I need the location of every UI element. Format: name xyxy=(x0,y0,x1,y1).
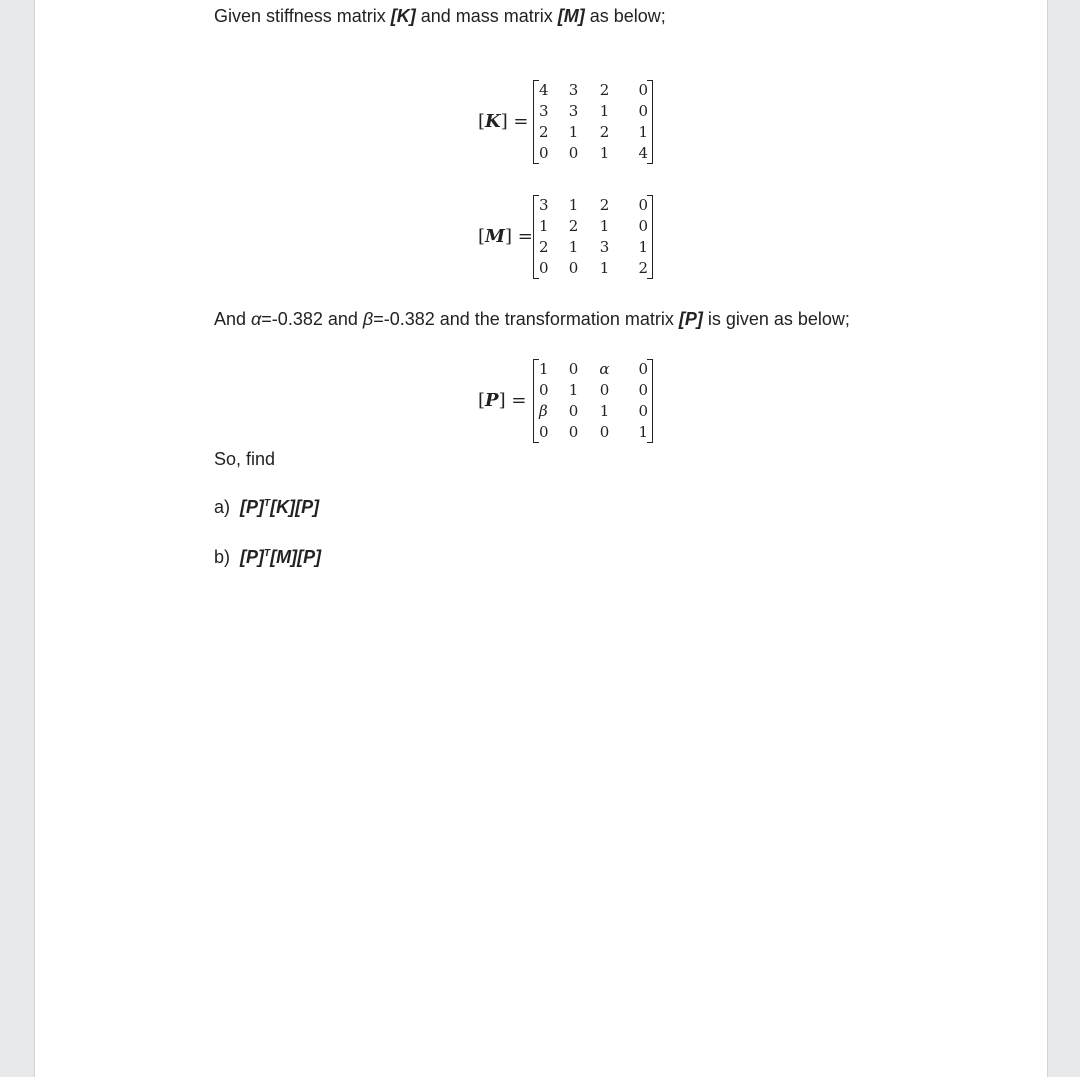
matrix-cell: 0 xyxy=(539,259,549,277)
part-b-expression: $[P]^T[M][P]$ xyxy=(240,547,322,567)
params-line: And α=-0.382 and β=-0.382 and the transformation matrix [P] is given as below; xyxy=(214,309,850,329)
matrix-cell: 2 xyxy=(539,123,549,141)
matrix-cell: 0 xyxy=(638,102,648,120)
part-a-label: a) xyxy=(214,497,231,517)
matrix-cell: 0 xyxy=(568,423,579,441)
matrix-cell: 1 xyxy=(568,196,579,214)
matrix-cell: 0 xyxy=(568,259,579,277)
matrix-cell: 3 xyxy=(568,81,579,99)
matrix-cell: 3 xyxy=(599,238,610,256)
matrix-cell: 3 xyxy=(539,102,549,120)
matrix-cell: 0 xyxy=(638,360,648,378)
matrix-cell: 2 xyxy=(539,238,549,256)
matrix-cell: 0 xyxy=(568,360,579,378)
matrix-m xyxy=(533,195,653,279)
matrix-k xyxy=(533,80,653,164)
m-symbol: [M] xyxy=(557,6,585,26)
matrix-cell: 1 xyxy=(568,381,579,399)
matrix-cell: 0 xyxy=(568,144,579,162)
matrix-cell: 1 xyxy=(599,102,610,120)
matrix-cell: 1 xyxy=(568,238,579,256)
beta-symbol: β xyxy=(362,309,374,329)
matrix-cell: 1 xyxy=(599,144,610,162)
matrix-cell: 2 xyxy=(568,217,579,235)
matrix-cell: 1 xyxy=(539,360,549,378)
matrix-cell: 0 xyxy=(568,402,579,420)
find-text: So, find xyxy=(214,449,276,469)
part-a xyxy=(214,496,319,518)
matrix-cell: 2 xyxy=(599,81,610,99)
document-page xyxy=(34,0,1048,1077)
intro-line xyxy=(214,5,666,27)
matrix-cell: 1 xyxy=(599,259,610,277)
matrix-cell: 1 xyxy=(638,423,648,441)
matrix-cell: 1 xyxy=(599,217,610,235)
k-symbol: [K] xyxy=(390,6,416,26)
matrix-p xyxy=(533,359,653,443)
matrix-cell: 4 xyxy=(539,81,549,99)
matrix-cell: 0 xyxy=(638,381,648,399)
matrix-cell: 1 xyxy=(539,217,549,235)
matrix-cell: 0 xyxy=(638,196,648,214)
matrix-cell: 2 xyxy=(599,123,610,141)
part-a-expression: $[P]^T[K][P]$ xyxy=(240,497,320,517)
matrix-cell: 0 xyxy=(539,381,549,399)
intro-text: and mass matrix xyxy=(415,6,558,26)
matrix-cell: 0 xyxy=(599,381,610,399)
matrix-cell: 0 xyxy=(638,217,648,235)
matrix-label-m: [M] = xyxy=(478,226,533,247)
matrix-cell: 2 xyxy=(599,196,610,214)
part-b-label: b) xyxy=(214,547,231,567)
intro-text: as below; xyxy=(584,6,666,26)
matrix-label-k: [K] = xyxy=(478,111,529,132)
intro-text: Given stiffness matrix xyxy=(214,6,391,26)
matrix-cell: 4 xyxy=(638,144,648,162)
matrix-cell: α xyxy=(599,360,610,378)
matrix-cell: β xyxy=(539,402,548,420)
matrix-cell: 2 xyxy=(638,259,648,277)
matrix-cell: 0 xyxy=(539,423,549,441)
matrix-cell: 1 xyxy=(638,238,648,256)
alpha-symbol: α xyxy=(251,309,262,329)
matrix-cell: 1 xyxy=(638,123,648,141)
matrix-cell: 0 xyxy=(539,144,549,162)
matrix-cell: 3 xyxy=(568,102,579,120)
matrix-cell: 3 xyxy=(539,196,549,214)
matrix-label-p: [P] = xyxy=(478,390,527,411)
matrix-cell: 1 xyxy=(599,402,610,420)
matrix-cell: 0 xyxy=(638,402,648,420)
part-b xyxy=(214,546,321,568)
matrix-cell: 0 xyxy=(599,423,610,441)
matrix-cell: 1 xyxy=(568,123,579,141)
matrix-cell: 0 xyxy=(638,81,648,99)
p-symbol: [P] xyxy=(678,309,703,329)
